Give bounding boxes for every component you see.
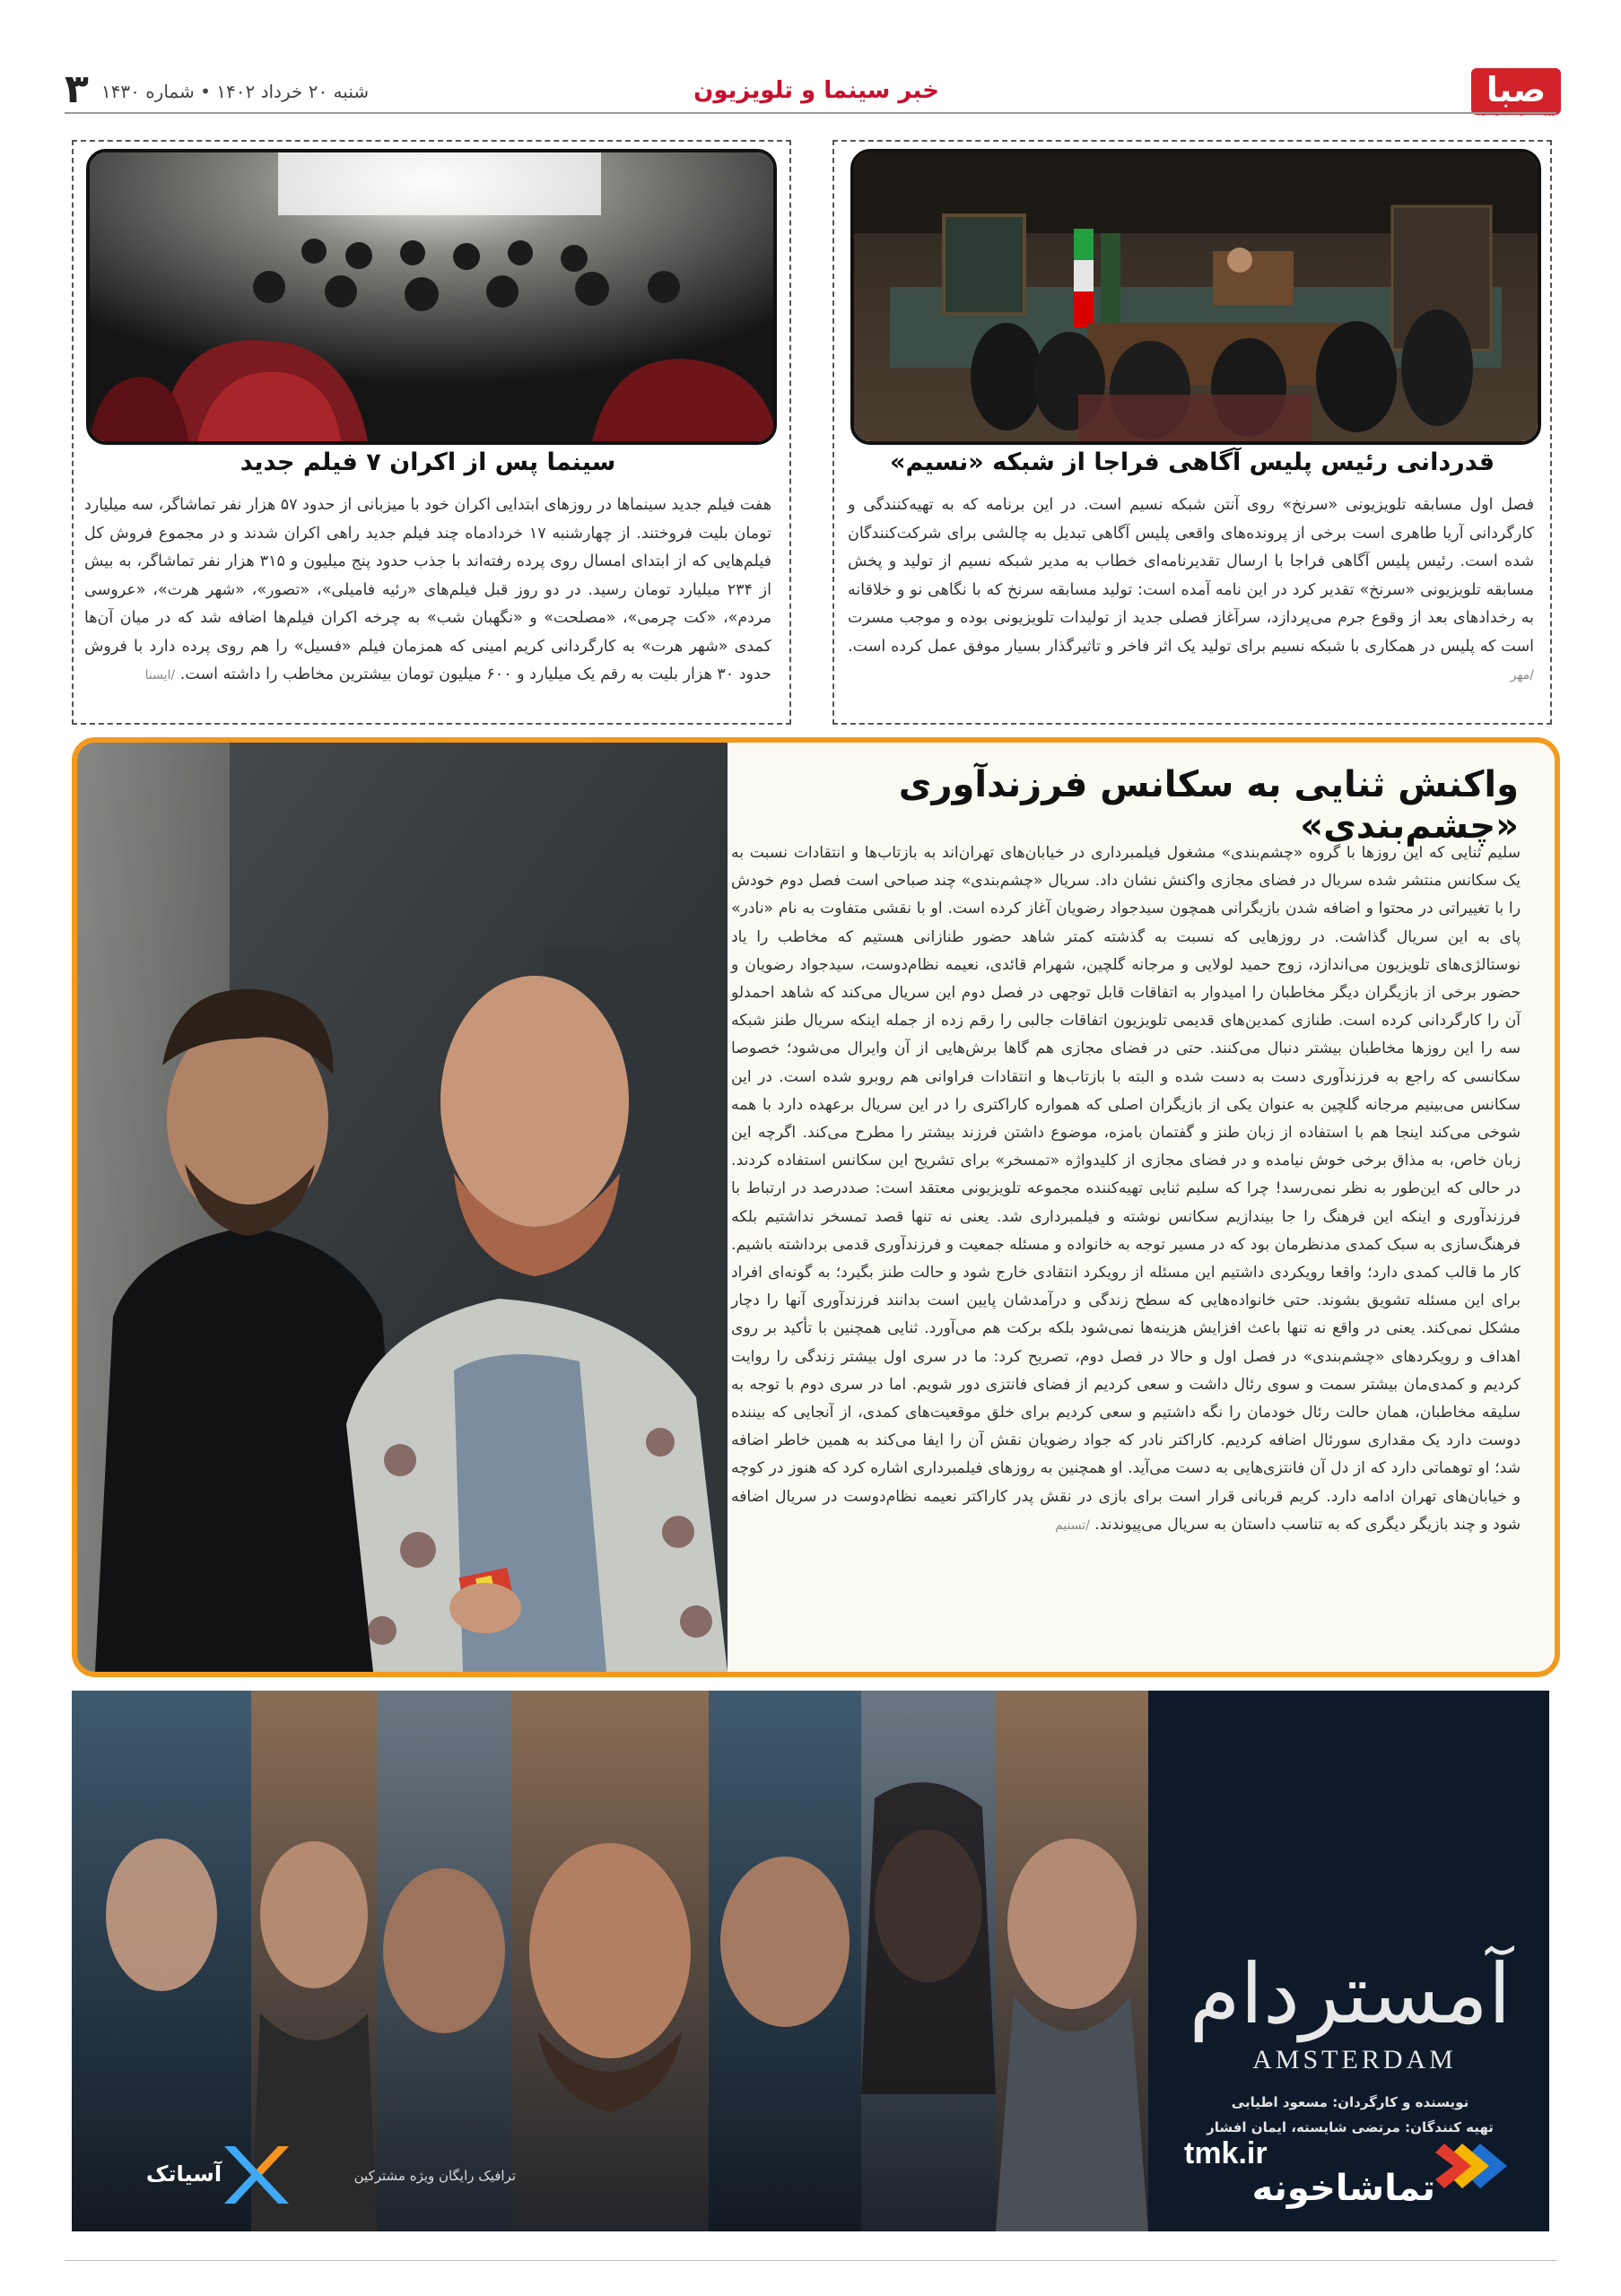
cinema-article-photo [86, 149, 777, 445]
feature-article-box [72, 737, 1560, 1677]
ad-title-en: AMSTERDAM [1252, 2045, 1457, 2074]
ad-credits-writer [1175, 2094, 1525, 2110]
header-divider [65, 112, 1556, 114]
police-article-title: قدردانی رئیس پلیس آگاهی فراجا از شبکه «نسیم» [890, 448, 1495, 476]
ad-credits-producers [1175, 2119, 1525, 2135]
feature-article-title: واکنش ثنایی به سکانس فرزندآوری «چشم‌بندی» [898, 764, 1519, 847]
police-article-body [848, 491, 1534, 691]
newspaper-logo: صبا [1471, 68, 1561, 115]
feature-article-body [731, 839, 1521, 1540]
sponsor-text: ترافیک رایگان ویژه مشترکین [353, 2168, 516, 2184]
page-number: ۳ [65, 66, 89, 112]
cinema-article-title: سینما پس از اکران ۷ فیلم جدید [240, 448, 616, 476]
tmk-brand: تماشاخونه [1251, 2168, 1435, 2209]
section-title: خبر سینما و تلویزیون [693, 77, 939, 104]
feature-article-source: /تسنیم [1054, 1518, 1090, 1533]
issue-info: شنبه ۲۰ خرداد ۱۴۰۲ • شماره ۱۴۳۰ [100, 81, 370, 102]
cinema-article-body [84, 491, 771, 691]
asiatech-brand: آسیاتک [145, 2161, 222, 2187]
ad-writer-label: نویسنده و کارگردان: [1332, 2094, 1469, 2110]
footer-divider [65, 2260, 1556, 2261]
feature-article-text: سلیم ثنایی که این روزها با گروه «چشم‌بندی» مشغول فیلمبرداری در خیابان‌های تهران‌اند به بازتاب‌ها و انتقادات نسبت به یک سکانس منتشر شده سریال در فضای مجازی واکنش نشان داد. سریال «چشم‌بندی» چند صباحی است فصل دوم خودش را با تغییراتی در محتوا و اضافه شدن بازیگرانی همچون سیدجواد رضویان آغاز کرده است. او با نقشی متفاوت به نام «نادر» پای به این سریال گذاشت. در روزهایی که نسبت به گذشته کمتر شاهد حضور طنازانی هستیم که مخاطب را یاد نوستالژی‌های تلویزیون می‌اندازد، زوج حمید لولایی و مرجانه گلچین، شهرام قائدی، نعیمه نظام‌دوست، سیدجواد رضویان و حضور برخی از بازیگران دیگر مخاطبان را امیدوار به اتفاقات قابل توجهی در فصل دوم این سریال می‌کند که شاهد احمدلو آن را کارگردانی کرده است. طنازی کمدین‌های قدیمی تلویزیون اتفاقات جالبی را رقم زده از جمله اینکه سریال طنز شبکه سه را این روزها مخاطبان بیشتر دنبال می‌کنند. حتی در فضای مجازی هم گاها برش‌هایی از آن وایرال می‌شود؛ خصوصا سکانسی که راجع به فرزندآوری دست به دست شده و البته با بازتاب‌ها و انتقادات فراوانی هم روبرو شده است. در این سکانس می‌بینیم مرجانه گلچین به عنوان یکی از بازیگران اصلی که همواره کاراکتری را در این سریال برعهده دارد با همه شوخی می‌کند اینجا هم با استفاده از زبان طنز و گفتمان بامزه، موضوع داشتن فرزند بیشتر را مطرح می‌کند. اگرچه این زبان خاص، به مذاق برخی خوش نیامده و در فضای مجازی از کلیدواژه «تمسخر» برای تشریح این سکانس استفاده کردند. در حالی که این‌طور به نظر نمی‌رسد! چرا که سلیم ثنایی تهیه‌کننده مجموعه تلویزیونی معتقد است: صددرصد در ارتباط با فرزندآوری و اینکه این فرهنگ را جا بیندازیم سکانس نوشته و فیلمبرداری شد. یعنی نه تنها قصد تمسخر نداشتیم بلکه فرهنگ‌سازی به سبک کمدی مدنظرمان بود که در مسیر توجه به خانواده و مسئله جمعیت و فرزندآوری قدمی برداشته باشیم. کار ما قالب کمدی دارد؛ واقعا رویکردی داشتیم این مسئله از رویکرد انتقادی خارج شود و حالت طنز بگیرد؛ به گونه‌ای افراد برای این مسئله تشویق بشوند. حتی خانواده‌هایی که سطح زندگی و درآمدشان پایین است بدانند فرزندآوری آنها را دچار مشکل نمی‌کند. یعنی در واقع نه تنها باعث افزایش هزینه‌ها نمی‌شود بلکه برکت هم می‌آورد. ثنایی همچنین با تأکید بر روی اهداف و رویکردهای «چشم‌بندی» در فصل اول و حالا در فصل دوم، تصریح کرد: ما در سری اول بیشتر زندگی را روایت کردیم و کمدی‌مان بیشتر سمت و سوی رئال داشت و سعی کردیم از فضای فانتزی دور شویم. اما در سری دوم با توجه به سلیقه مخاطبان، همان حالت رئال خودمان را نگه داشتیم و سعی کردیم برای خلق موقعیت‌های کمدی، از آنجایی که بیننده دوست دارد یک مقداری سورئال اضافه کردیم. کاراکتر نادر که جواد رضویان نقش آن را ایفا می‌کند به همین خاطر اضافه شد؛ او توهماتی دارد که از دل آن فانتزی‌هایی به دست می‌آید. او همچنین به روزهای فیلمبرداری اشاره کرد که هنوز در کوچه و خیابان‌های تهران ادامه دارد. کریم قربانی قرار است برای بازی در نقش پدر کاراکتر نعیمه نظام‌دوست در سریال اضافه شود و چند بازیگر دیگری که به تناسب داستان به سریال می‌پیوندند. [731, 844, 1521, 1534]
ad-writer: مسعود اطیابی [1231, 2094, 1328, 2110]
police-article-source: /مهر [1510, 668, 1534, 683]
cinema-article-source: /ایسنا [144, 668, 176, 683]
logo-subtitle: روزنامه فرهنگی و هنری [1476, 108, 1556, 117]
cinema-article-text: هفت فیلم جدید سینماها در روزهای ابتدایی اکران خود با میزبانی از حدود ۵۷ هزار نفر تماشاگر، سه میلیارد تومان بلیت فروختند. از چهارشنبه ۱۷ خردادماه چند فیلم جدید راهی اکران شدند و در مجموع فروش کل فیلم‌هایی که از ابتدای امسال روی پرده رفته‌اند با جذب حدود پنج میلیون و ۳۱۵ هزار نفر تماشاگر، به بیش از ۲۳۴ میلیارد تومان رسید. در دو روز قبل فیلم‌های «رئیه فامیلی»، «تصور»، «شهر هرت»، «عروسی مردم»، «کت چرمی»، «مصلحت» و «نگهبان شب» به چرخه اکران فیلم‌ها اضافه شد که در میان آن‌ها کمدی «شهر هرت» به کارگردانی کریم امینی که همزمان فیلم «فسیل» را هم روی پرده دارد با فروش حدود ۳۰ هزار بلیت به رقم یک میلیارد و ۶۰۰ میلیون تومان بیشترین مخاطب را داشته است. [84, 496, 771, 683]
police-article-text: فصل اول مسابقه تلویزیونی «سرنخ» روی آنتن شبکه نسیم است. در این برنامه که به تهیه‌کنندگی و کارگردانی آریا طاهری است برخی از پرونده‌های واقعی پلیس آگاهی تبدیل به چالشی برای شرکت‌کنندگان شده است. رئیس پلیس آگاهی فراجا با ارسال تقدیرنامه‌ای خطاب به مدیر شبکه نسیم از تولید و پخش مسابقه تلویزیونی «سرنخ» تقدیر کرد در این نامه آمده است: تولید مسابقه سرنخ که با نگاهی نو و خلاقانه به رخدادهای بعد از وقوع جرم می‌پردازد، سرآغاز فصلی جدید از تولیدات تلویزیونی بوده و موجب مسرت است که پلیس در همکاری با شبکه نسیم برای تولید یک اثر فاخر و تاثیرگذار بسیار موفق عمل کرده است. [848, 496, 1534, 656]
police-article-photo [850, 149, 1541, 445]
ad-title-fa: آمستردام [1189, 1946, 1512, 2042]
feature-photo [77, 743, 728, 1672]
ad-producers-label: تهیه کنندگان: [1405, 2119, 1494, 2135]
tmk-site-link[interactable]: tmk.ir [1184, 2136, 1268, 2170]
ad-producers: مرتضی شایسته، ایمان افشار [1207, 2119, 1400, 2135]
amsterdam-ad-banner[interactable] [72, 1691, 1549, 2231]
